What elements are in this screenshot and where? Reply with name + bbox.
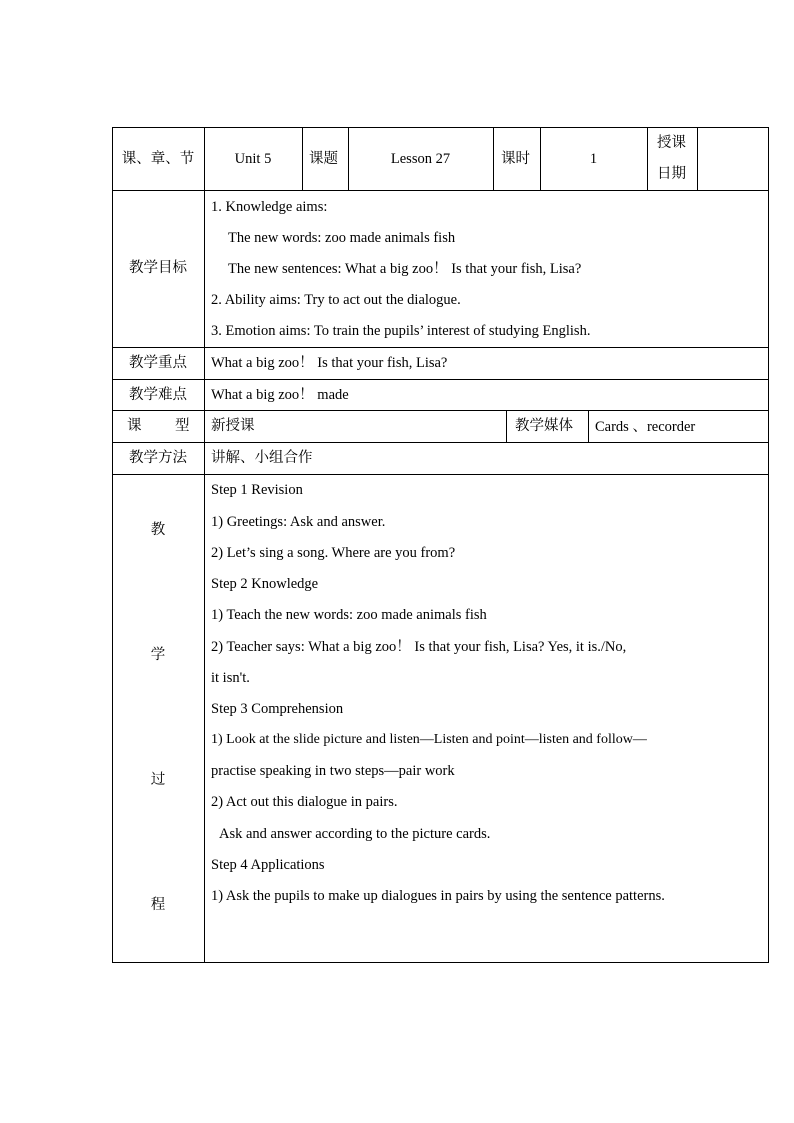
methods-value: 讲解、小组合作 bbox=[211, 450, 313, 466]
methods-label: 教学方法 bbox=[129, 450, 187, 466]
topic-label: 课题 bbox=[309, 151, 338, 167]
lesson-value: Lesson 27 bbox=[390, 151, 451, 167]
process-line: 2) Teacher says: What a big zoo！ Is that your fish, Lisa? Yes, it is./No, bbox=[211, 639, 627, 655]
objectives-label: 教学目标 bbox=[129, 260, 187, 276]
key-points-value: What a big zoo！ Is that your fish, Lisa? bbox=[211, 355, 448, 371]
course-section-label: 课、章、节 bbox=[121, 151, 195, 167]
media-value: Cards 、recorder bbox=[595, 419, 696, 435]
process-line: Step 3 Comprehension bbox=[211, 701, 344, 717]
lesson-type-label-b: 型 bbox=[175, 418, 190, 434]
process-label-char: 学 bbox=[150, 647, 166, 663]
process-line: 1) Teach the new words: zoo made animals fish bbox=[211, 607, 487, 623]
objective-line: 1. Knowledge aims: bbox=[211, 199, 328, 215]
objective-line: 3. Emotion aims: To train the pupils’ interest of studying English. bbox=[211, 323, 591, 339]
process-line: Step 2 Knowledge bbox=[211, 576, 319, 592]
process-line: practise speaking in two steps—pair work bbox=[211, 763, 455, 779]
media-label: 教学媒体 bbox=[515, 418, 573, 434]
process-line: 1) Greetings: Ask and answer. bbox=[211, 514, 386, 530]
process-line: 2) Act out this dialogue in pairs. bbox=[211, 794, 398, 810]
process-line: 1) Look at the slide picture and listen—Listen and point—listen and follow— bbox=[211, 732, 647, 747]
objective-line: 2. Ability aims: Try to act out the dialogue. bbox=[211, 292, 461, 308]
period-label: 课时 bbox=[501, 151, 530, 167]
key-points-label: 教学重点 bbox=[129, 355, 187, 371]
lesson-type-value: 新授课 bbox=[211, 418, 255, 434]
period-value: 1 bbox=[589, 151, 598, 167]
process-line: Step 1 Revision bbox=[211, 482, 303, 498]
difficulties-value: What a big zoo！ made bbox=[211, 387, 349, 403]
process-label-char: 过 bbox=[150, 772, 166, 788]
process-label-char: 教 bbox=[150, 522, 166, 538]
process-line: 1) Ask the pupils to make up dialogues in pairs by using the sentence patterns. bbox=[211, 888, 665, 904]
date-label-line2: 日期 bbox=[657, 166, 686, 182]
objective-line: The new sentences: What a big zoo！ Is that your fish, Lisa? bbox=[228, 261, 582, 277]
process-label-char: 程 bbox=[150, 897, 166, 913]
date-label-line1: 授课 bbox=[657, 135, 686, 151]
unit-value: Unit 5 bbox=[234, 151, 272, 167]
difficulties-label: 教学难点 bbox=[129, 387, 187, 403]
objective-line: The new words: zoo made animals fish bbox=[228, 230, 456, 246]
process-line: 2) Let’s sing a song. Where are you from? bbox=[211, 545, 456, 561]
lesson-type-label-a: 课 bbox=[127, 418, 142, 434]
process-line: it isn't. bbox=[211, 670, 250, 686]
process-line: Ask and answer according to the picture cards. bbox=[219, 826, 491, 842]
process-line: Step 4 Applications bbox=[211, 857, 325, 873]
